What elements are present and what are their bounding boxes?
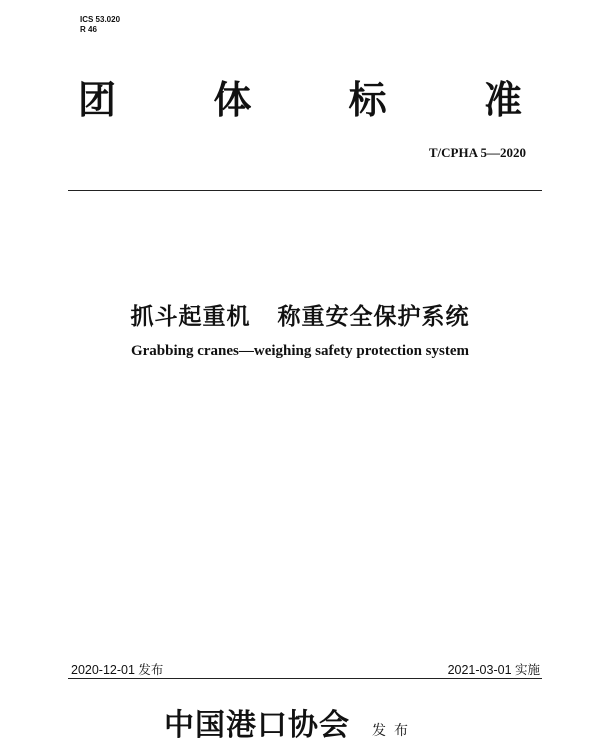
english-title: Grabbing cranes—weighing safety protection system <box>130 343 470 359</box>
standard-type-char: 体 <box>213 78 252 122</box>
standard-type-heading <box>78 76 522 124</box>
ics-classification <box>80 15 120 35</box>
publisher-name: 中国港口协会 <box>164 708 350 743</box>
publisher-line <box>164 700 416 744</box>
standard-code: T/CPHA 5—2020 <box>428 145 526 160</box>
ccs-code: R 46 <box>80 25 97 34</box>
standard-type-char: 团 <box>78 78 117 122</box>
ics-code: ICS 53.020 <box>80 15 121 24</box>
implementation-date: 2021-03-01 实施 <box>447 663 540 677</box>
top-divider <box>68 190 542 191</box>
chinese-title: 抓斗起重机 称重安全保护系统 <box>130 304 470 330</box>
standard-type-char: 准 <box>483 78 522 122</box>
bottom-divider <box>68 678 542 679</box>
standard-type-char: 标 <box>348 78 387 122</box>
publisher-suffix: 发布 <box>372 723 416 739</box>
issue-date: 2020-12-01 发布 <box>71 663 164 677</box>
